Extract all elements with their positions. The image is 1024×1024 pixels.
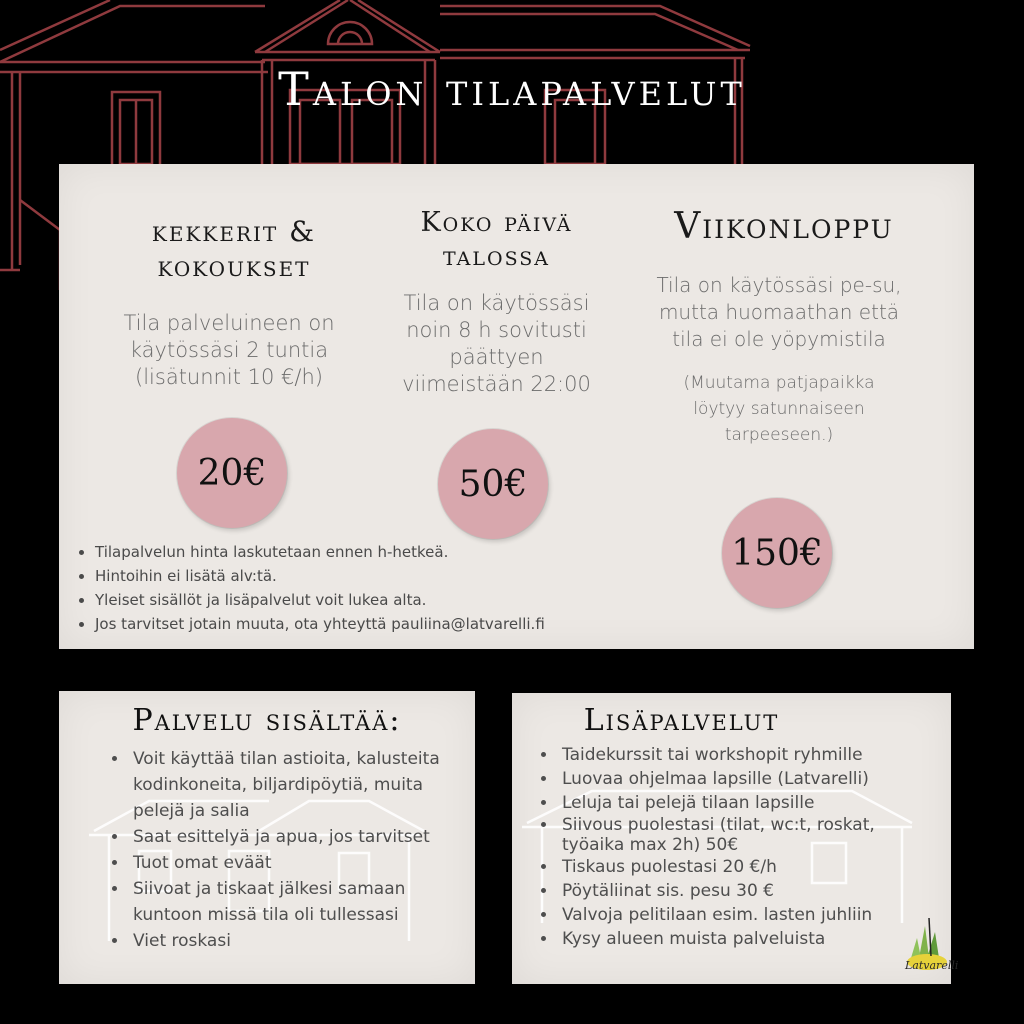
includes-item: • Voit käyttää tilan astioita, kalusteita kodinkoneita, biljardipöytiä, muita pelejä ja salia <box>129 746 474 824</box>
extras-item: • Leluja tai pelejä tilaan lapsille <box>558 791 923 815</box>
extras-list <box>536 743 923 951</box>
page-title: Talon tilapalvelut <box>278 62 746 116</box>
extras-item: • Kysy alueen muista palveluista <box>558 927 923 951</box>
includes-item: • Siivoat ja tiskaat jälkesi samaan kuntoon missä tila oli tullessasi <box>129 876 474 928</box>
option-description-day: Tila on käytössäsi noin 8 h sovitusti päättyen viimeistään 22:00 <box>402 291 591 396</box>
extras-item: • Siivous puolestasi (tilat, wc:t, roskat, työaika max 2h) 50€ <box>558 815 923 855</box>
option-description-party: Tila palveluineen on käytössäsi 2 tuntia (lisätunnit 10 €/h) <box>123 311 335 389</box>
extras-item: • Valvoja pelitilaan esim. lasten juhliin <box>558 903 923 927</box>
note-item: • Yleiset sisällöt ja lisäpalvelut voit lukea alta. <box>95 588 545 612</box>
option-note-weekend: (Muutama patjapaikka löytyy satunnaiseen tarpeeseen.) <box>683 373 875 445</box>
includes-item: • Viet roskasi <box>129 928 474 954</box>
extras-card <box>512 693 959 984</box>
extras-item: • Taidekurssit tai workshopit ryhmille <box>558 743 923 767</box>
includes-item: • Saat esittelyä ja apua, jos tarvitset <box>129 824 474 850</box>
price-circle-day: 50€ <box>438 429 548 539</box>
includes-card <box>59 691 475 984</box>
option-description-weekend: Tila on käytössäsi pe-su, mutta huomaathan että tila ei ole yöpymistila <box>656 273 902 351</box>
extras-item: • Tiskaus puolestasi 20 €/h <box>558 855 923 879</box>
logo-text: Latvarelli <box>905 959 959 972</box>
note-item: • Tilapalvelun hinta laskutetaan ennen h-hetkeä. <box>95 540 545 564</box>
price-circle-party: 20€ <box>177 418 287 528</box>
note-item: • Hintoihin ei lisätä alv:tä. <box>95 564 545 588</box>
price-circle-weekend: 150€ <box>722 498 832 608</box>
option-title-weekend: Viikonloppu <box>674 206 894 247</box>
includes-list <box>107 746 474 954</box>
pricing-notes <box>71 540 545 636</box>
extras-title: Lisäpalvelut <box>583 703 780 738</box>
pricing-card <box>59 164 974 649</box>
includes-title: Palvelu sisältää: <box>132 703 402 738</box>
extras-item: • Pöytäliinat sis. pesu 30 € <box>558 879 923 903</box>
option-title-day: Koko päivä talossa <box>420 207 573 272</box>
note-item: • Jos tarvitset jotain muuta, ota yhteyttä pauliina@latvarelli.fi <box>95 612 545 636</box>
includes-item: • Tuot omat eväät <box>129 850 474 876</box>
extras-item: • Luovaa ohjelmaa lapsille (Latvarelli) <box>558 767 923 791</box>
option-title-party: kekkerit & kokoukset <box>151 215 317 283</box>
